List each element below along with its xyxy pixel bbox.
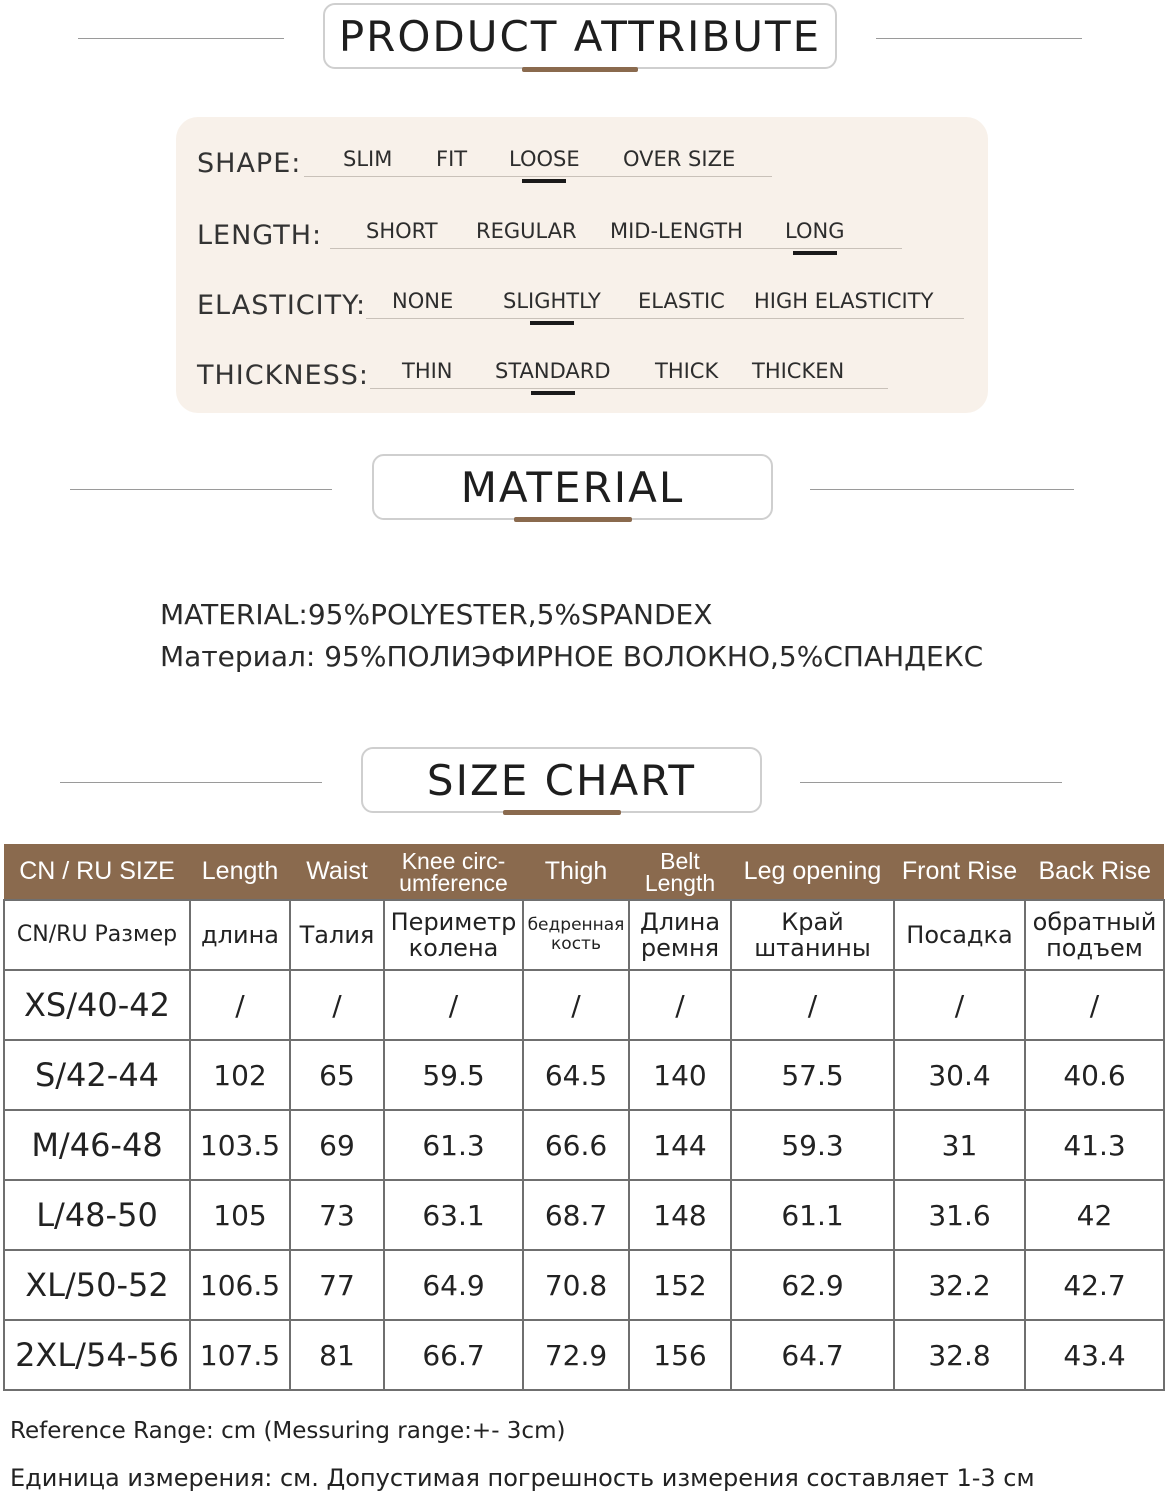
attr-option-selected: STANDARD bbox=[495, 359, 611, 383]
divider-right bbox=[810, 489, 1074, 490]
table-header: Length bbox=[190, 844, 290, 900]
table-cell: 65 bbox=[290, 1040, 384, 1110]
table-cell: 42 bbox=[1025, 1180, 1164, 1250]
attr-option: REGULAR bbox=[476, 219, 577, 243]
table-row bbox=[4, 1320, 1164, 1390]
attr-label: SHAPE: bbox=[197, 148, 302, 179]
table-cell: 41.3 bbox=[1025, 1110, 1164, 1180]
table-cell: 107.5 bbox=[190, 1320, 290, 1390]
section-title-pill: MATERIAL bbox=[372, 454, 773, 520]
table-cell: 59.3 bbox=[731, 1110, 894, 1180]
attr-option: SLIM bbox=[343, 147, 393, 171]
table-cell: бедренная кость bbox=[523, 900, 629, 970]
attr-underline bbox=[330, 248, 902, 249]
table-header: Front Rise bbox=[894, 844, 1025, 900]
attr-label: THICKNESS: bbox=[197, 360, 369, 391]
attr-option: THICK bbox=[655, 359, 719, 383]
header-row-english bbox=[4, 844, 1164, 900]
attr-option-selected: SLIGHTLY bbox=[503, 289, 601, 313]
table-cell: / bbox=[894, 970, 1025, 1040]
attr-row-length bbox=[176, 205, 988, 255]
table-header: Waist bbox=[290, 844, 384, 900]
table-row bbox=[4, 1040, 1164, 1110]
size-cell: L/48-50 bbox=[4, 1180, 190, 1250]
size-chart-heading bbox=[0, 747, 1166, 817]
size-cell: 2XL/54-56 bbox=[4, 1320, 190, 1390]
attr-option: FIT bbox=[436, 147, 468, 171]
table-cell: обратный подъем bbox=[1025, 900, 1164, 970]
table-cell: 59.5 bbox=[384, 1040, 523, 1110]
table-header: Belt Length bbox=[629, 844, 731, 900]
table-cell: 62.9 bbox=[731, 1250, 894, 1320]
attr-option: OVER SIZE bbox=[623, 147, 736, 171]
table-cell: 73 bbox=[290, 1180, 384, 1250]
table-cell: 31 bbox=[894, 1110, 1025, 1180]
table-cell: / bbox=[1025, 970, 1164, 1040]
table-cell: / bbox=[523, 970, 629, 1040]
size-cell: S/42-44 bbox=[4, 1040, 190, 1110]
title-accent-bar bbox=[503, 810, 621, 815]
attr-underline bbox=[304, 176, 772, 177]
table-row bbox=[4, 1110, 1164, 1180]
attribute-panel bbox=[176, 117, 988, 413]
table-cell: Длина ремня bbox=[629, 900, 731, 970]
section-title-pill: PRODUCT ATTRIBUTE bbox=[323, 3, 837, 69]
table-cell: 102 bbox=[190, 1040, 290, 1110]
table-cell: 144 bbox=[629, 1110, 731, 1180]
divider-left bbox=[70, 489, 332, 490]
table-cell: 70.8 bbox=[523, 1250, 629, 1320]
size-cell: XL/50-52 bbox=[4, 1250, 190, 1320]
table-cell: 72.9 bbox=[523, 1320, 629, 1390]
material-russian: Материал: 95%ПОЛИЭФИРНОЕ ВОЛОКНО,5%СПАНДЕКС bbox=[160, 640, 984, 673]
table-cell: длина bbox=[190, 900, 290, 970]
table-cell: Талия bbox=[290, 900, 384, 970]
table-cell: 42.7 bbox=[1025, 1250, 1164, 1320]
table-cell: Край штанины bbox=[731, 900, 894, 970]
table-cell: 156 bbox=[629, 1320, 731, 1390]
product-attribute-heading bbox=[0, 3, 1166, 73]
table-row bbox=[4, 1180, 1164, 1250]
table-cell: 40.6 bbox=[1025, 1040, 1164, 1110]
attr-option-selected: LOOSE bbox=[509, 147, 580, 171]
attr-option: SHORT bbox=[366, 219, 438, 243]
table-cell: 61.3 bbox=[384, 1110, 523, 1180]
table-cell: 64.5 bbox=[523, 1040, 629, 1110]
title-accent-bar bbox=[514, 517, 632, 522]
attr-option: NONE bbox=[392, 289, 454, 313]
table-header: Thigh bbox=[523, 844, 629, 900]
table-cell: 106.5 bbox=[190, 1250, 290, 1320]
table-cell: 81 bbox=[290, 1320, 384, 1390]
table-cell: CN/RU Размер bbox=[4, 900, 190, 970]
table-cell: Периметр колена bbox=[384, 900, 523, 970]
table-cell: 31.6 bbox=[894, 1180, 1025, 1250]
attr-underline bbox=[370, 388, 888, 389]
table-cell: 32.2 bbox=[894, 1250, 1025, 1320]
divider-left bbox=[78, 38, 284, 39]
attr-option: HIGH ELASTICITY bbox=[754, 289, 934, 313]
table-cell: 64.7 bbox=[731, 1320, 894, 1390]
table-header: CN / RU SIZE bbox=[4, 844, 190, 900]
table-cell: / bbox=[290, 970, 384, 1040]
table-cell: / bbox=[731, 970, 894, 1040]
table-cell: 140 bbox=[629, 1040, 731, 1110]
attr-row-thickness bbox=[176, 345, 988, 395]
table-cell: 30.4 bbox=[894, 1040, 1025, 1110]
table-cell: 66.6 bbox=[523, 1110, 629, 1180]
attr-option-selected: LONG bbox=[785, 219, 845, 243]
header-row-russian bbox=[4, 900, 1164, 970]
table-cell: 148 bbox=[629, 1180, 731, 1250]
table-cell: 57.5 bbox=[731, 1040, 894, 1110]
title-accent-bar bbox=[522, 67, 638, 72]
attr-option: MID-LENGTH bbox=[610, 219, 743, 243]
attr-label: ELASTICITY: bbox=[197, 290, 367, 321]
reference-range-russian: Единица измерения: см. Допустимая погрешность измерения составляет 1-3 см bbox=[10, 1464, 1035, 1492]
divider-left bbox=[60, 782, 322, 783]
table-header: Knee circ-umference bbox=[384, 844, 523, 900]
attr-row-shape bbox=[176, 133, 988, 183]
table-cell: 77 bbox=[290, 1250, 384, 1320]
attr-underline bbox=[366, 318, 964, 319]
table-cell: 103.5 bbox=[190, 1110, 290, 1180]
attr-label: LENGTH: bbox=[197, 220, 323, 251]
reference-range-english: Reference Range: cm (Messuring range:+- 3cm) bbox=[10, 1418, 566, 1444]
table-cell: 64.9 bbox=[384, 1250, 523, 1320]
table-cell: 105 bbox=[190, 1180, 290, 1250]
table-cell: 43.4 bbox=[1025, 1320, 1164, 1390]
size-cell: XS/40-42 bbox=[4, 970, 190, 1040]
divider-right bbox=[876, 38, 1082, 39]
table-cell: / bbox=[629, 970, 731, 1040]
table-header: Back Rise bbox=[1025, 844, 1164, 900]
attr-option: THICKEN bbox=[752, 359, 845, 383]
table-cell: 32.8 bbox=[894, 1320, 1025, 1390]
attr-option: THIN bbox=[402, 359, 453, 383]
table-cell: 152 bbox=[629, 1250, 731, 1320]
section-title-pill: SIZE CHART bbox=[361, 747, 762, 813]
table-row bbox=[4, 1250, 1164, 1320]
attr-option: ELASTIC bbox=[638, 289, 725, 313]
table-cell: / bbox=[384, 970, 523, 1040]
material-heading bbox=[0, 454, 1166, 524]
table-cell: Посадка bbox=[894, 900, 1025, 970]
table-cell: 63.1 bbox=[384, 1180, 523, 1250]
divider-right bbox=[800, 782, 1062, 783]
table-cell: 68.7 bbox=[523, 1180, 629, 1250]
table-row bbox=[4, 970, 1164, 1040]
size-cell: M/46-48 bbox=[4, 1110, 190, 1180]
table-cell: 61.1 bbox=[731, 1180, 894, 1250]
attr-row-elasticity bbox=[176, 275, 988, 325]
size-chart-table bbox=[3, 844, 1165, 1391]
table-cell: / bbox=[190, 970, 290, 1040]
material-english: MATERIAL:95%POLYESTER,5%SPANDEX bbox=[160, 598, 713, 631]
table-cell: 66.7 bbox=[384, 1320, 523, 1390]
table-header: Leg opening bbox=[731, 844, 894, 900]
table-cell: 69 bbox=[290, 1110, 384, 1180]
